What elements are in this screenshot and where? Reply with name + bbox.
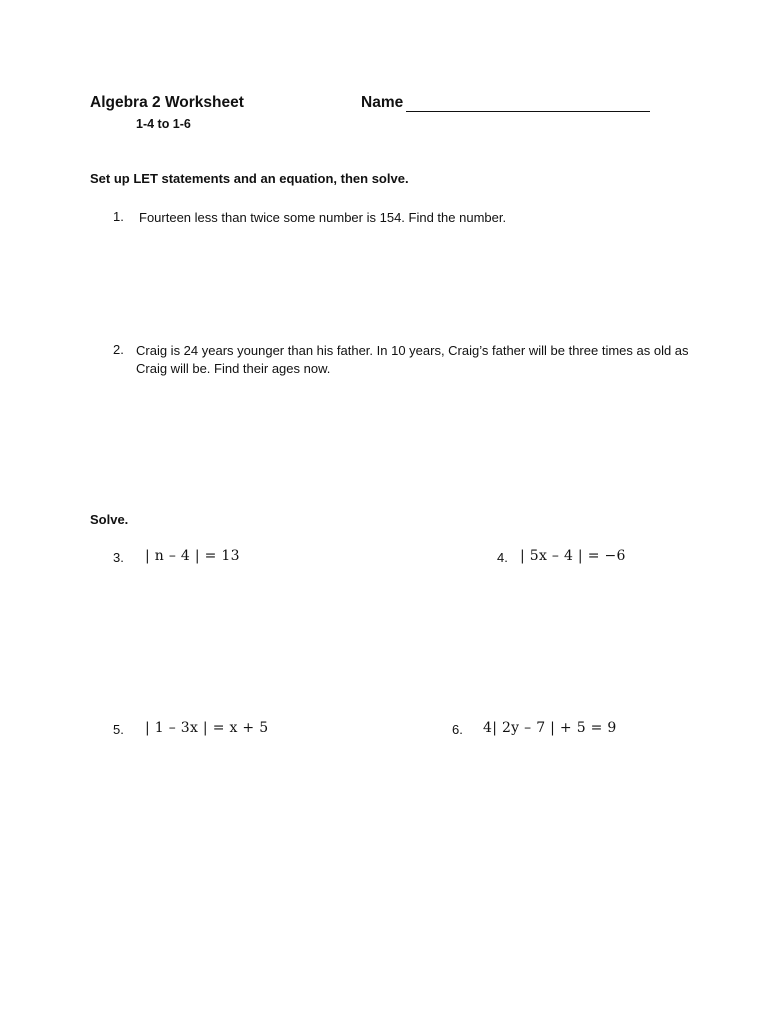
problem-6-number: 6. [452,722,463,737]
problem-4-number: 4. [497,550,508,565]
problem-4-equation: | 5x – 4 | = −6 [520,548,626,564]
problem-1-number: 1. [113,209,124,224]
worksheet-title: Algebra 2 Worksheet [90,94,244,111]
name-label: Name [361,94,404,111]
problem-5-equation: | 1 – 3x | = x + 5 [145,720,269,736]
problem-3-number: 3. [113,550,124,565]
problem-5-number: 5. [113,722,124,737]
section-instruction-solve: Solve. [90,512,129,527]
problem-1-text: Fourteen less than twice some number is 154. Find the number. [139,210,507,225]
problem-3-equation: | n – 4 | = 13 [145,548,240,564]
name-blank-line[interactable] [406,111,650,112]
section-instruction-let: Set up LET statements and an equation, then solve. [90,171,409,186]
problem-2-text: Craig is 24 years younger than his father. In 10 years, Craig’s father will be three times as old as Craig will be. Find their ages now. [136,343,689,376]
problem-2-number: 2. [113,342,124,357]
problem-6-equation: 4| 2y – 7 | + 5 = 9 [483,720,617,736]
worksheet-subtitle: 1-4 to 1-6 [136,117,191,131]
